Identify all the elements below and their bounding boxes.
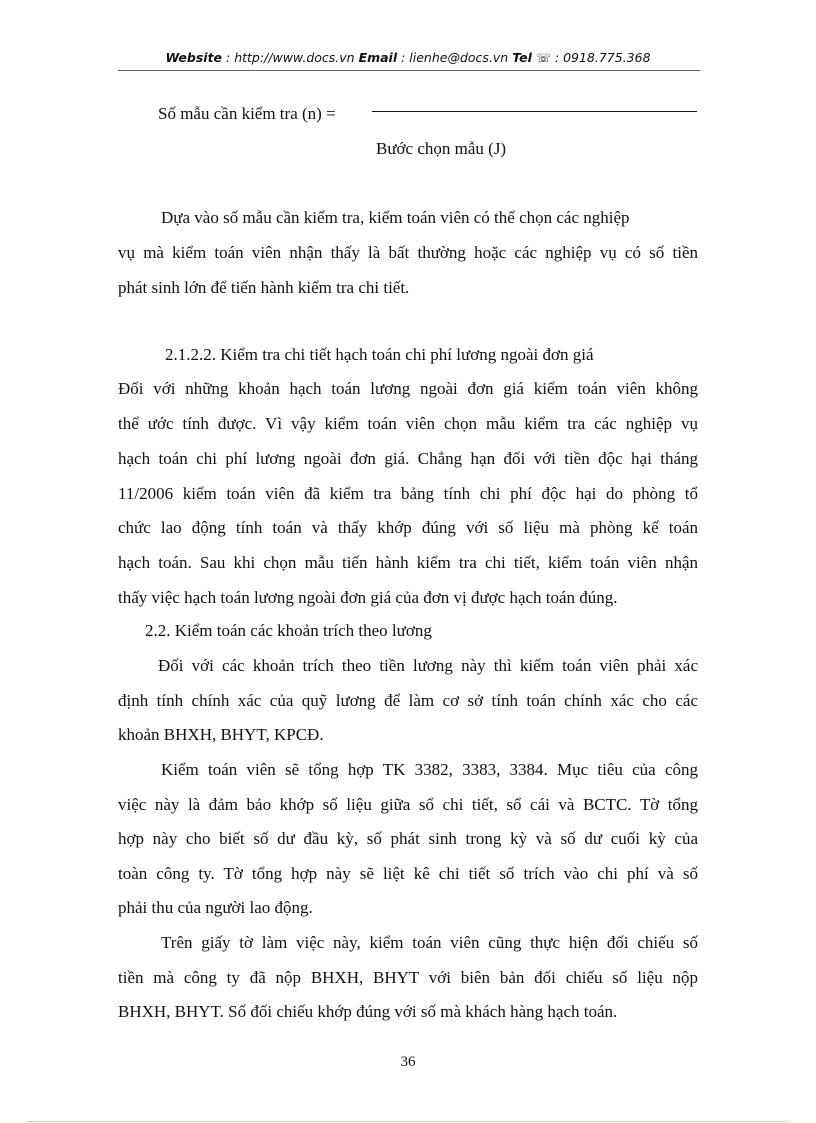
website-label: Website (165, 50, 223, 65)
body-line: phát sinh lớn để tiến hành kiểm tra chi tiết. (118, 278, 410, 297)
body-line: BHXH, BHYT. Số đối chiếu khớp đúng với số mà khách hàng hạch toán. (118, 1002, 618, 1021)
page-header (0, 50, 816, 65)
section-heading: 2.1.2.2. Kiểm tra chi tiết hạch toán chi phí lương ngoài đơn giá (165, 345, 594, 364)
tel-value: : 0918.775.368 (550, 50, 651, 65)
body-line: thấy việc hạch toán lương ngoài đơn giá của đơn vị được hạch toán đúng. (118, 588, 618, 607)
phone-icon: ☏ (535, 51, 551, 65)
header-divider (118, 70, 700, 71)
body-line: việc này là đảm bảo khớp số liệu giữa sổ chi tiết, sổ cái và BCTC. Tờ tổng (118, 795, 698, 814)
body-line: hợp này cho biết số dư đầu kỳ, số phát sinh trong kỳ và số dư cuối kỳ của (118, 829, 698, 848)
formula-denominator: Bước chọn mẫu (J) (376, 139, 507, 158)
body-line: 11/2006 kiểm toán viên đã kiểm tra bảng tính chi phí độc hại do phòng tổ (118, 484, 698, 503)
fraction-line (372, 111, 697, 112)
body-line: hạch toán chi phí lương ngoài đơn giá. Chẳng hạn đối với tiền độc hại tháng (118, 449, 698, 468)
page-number: 36 (400, 1054, 416, 1070)
tel-label: Tel (512, 50, 532, 65)
body-line: toàn công ty. Tờ tổng hợp này sẽ liệt kê chi tiết số trích vào chi phí và số (118, 864, 698, 883)
formula-label: Số mẫu cần kiểm tra (n) = (158, 104, 336, 123)
body-line: Dựa vào số mẫu cần kiểm tra, kiểm toán viên có thể chọn các nghiệp (161, 208, 630, 227)
email-label: Email (358, 50, 398, 65)
body-line: khoản BHXH, BHYT, KPCĐ. (118, 725, 324, 744)
website-value: : http://www.docs.vn (222, 50, 359, 65)
body-line: định tính chính xác của quỹ lương để làm cơ sở tính toán chính xác cho các (118, 691, 698, 710)
body-line: thể ước tính được. Vì vậy kiểm toán viên chọn mẫu kiểm tra các nghiệp vụ (118, 414, 698, 433)
body-line: Đối với những khoản hạch toán lương ngoài đơn giá kiểm toán viên không (118, 379, 698, 398)
body-line: Trên giấy tờ làm việc này, kiểm toán viên cũng thực hiện đối chiếu số (161, 933, 698, 952)
page-bottom-border (28, 1121, 788, 1122)
body-line: hạch toán. Sau khi chọn mẫu tiến hành kiểm tra chi tiết, kiểm toán viên nhận (118, 553, 698, 572)
email-value: : lienhe@docs.vn (397, 50, 513, 65)
section-heading: 2.2. Kiểm toán các khoản trích theo lương (145, 621, 432, 640)
body-line: tiền mà công ty đã nộp BHXH, BHYT với biên bản đối chiếu số liệu nộp (118, 968, 698, 987)
body-line: Kiểm toán viên sẽ tổng hợp TK 3382, 3383, 3384. Mục tiêu của công (161, 760, 698, 779)
body-line: phải thu của người lao động. (118, 898, 313, 917)
body-line: Đối với các khoản trích theo tiền lương này thì kiểm toán viên phải xác (158, 656, 698, 675)
body-line: vụ mà kiểm toán viên nhận thấy là bất thường hoặc các nghiệp vụ có số tiền (118, 243, 698, 262)
body-line: chức lao động tính toán và thấy khớp đúng với số liệu mà phòng kế toán (118, 518, 698, 537)
